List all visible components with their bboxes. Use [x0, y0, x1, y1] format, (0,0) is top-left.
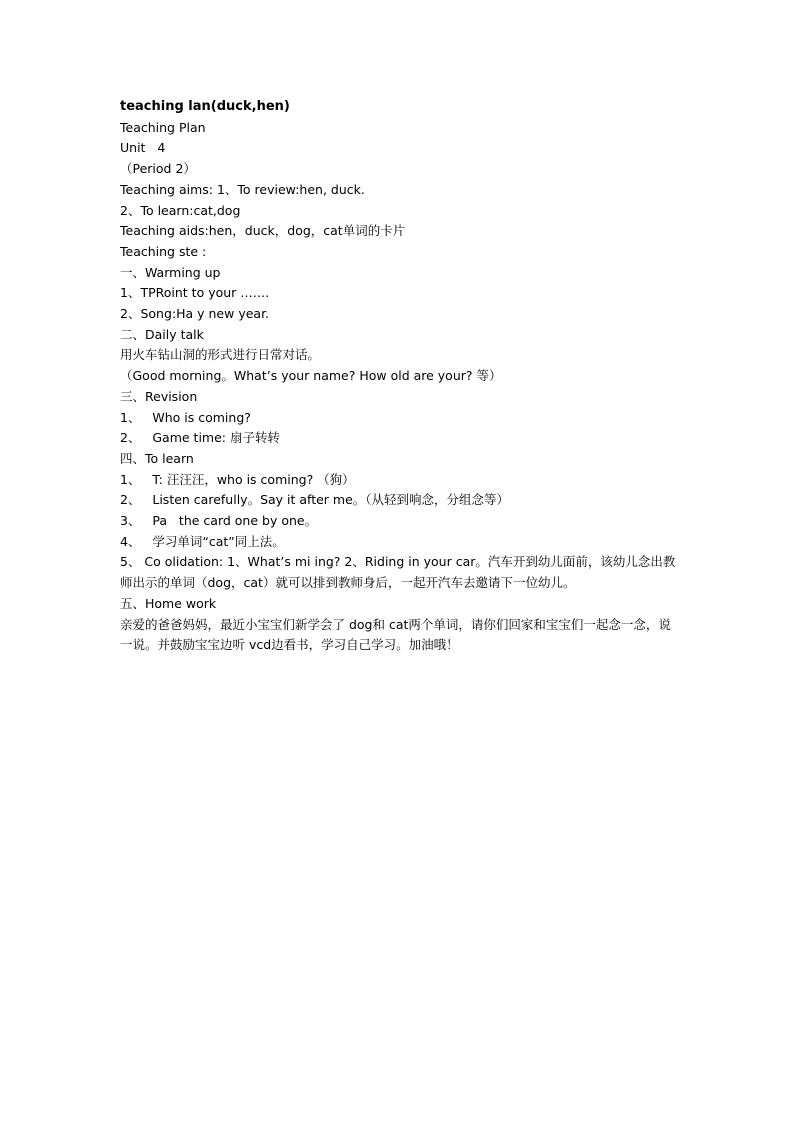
document-title: teaching lan(duck,hen) — [120, 99, 290, 114]
doc-line-9: 1、TPRoint to your ……. — [120, 285, 270, 301]
doc-line-17: 四、To learn — [120, 450, 194, 466]
document-body — [120, 97, 680, 656]
doc-line-8: 一、Warming up — [120, 264, 221, 280]
doc-line-6: Teaching aids:hen，duck，dog，cat单词的卡片 — [120, 223, 406, 239]
doc-line-10: 2、Song:Ha y new year. — [120, 306, 270, 322]
doc-line-3: （Period 2） — [120, 161, 196, 177]
doc-line-5: 2、To learn:cat,dog — [120, 202, 241, 218]
doc-line-16: 2、 Game time: 扇子转转 — [120, 430, 280, 446]
doc-line-22: 5、 Co olidation: 1、What’s mi ing? 2、Riding in your car。汽车开到幼儿面前，该幼儿念出教师出示的单词（dog，cat）就可以排到教师身后，一起开汽车去邀请下一位幼儿。 — [120, 554, 676, 591]
doc-line-21: 4、 学习单词“cat”同上法。 — [120, 533, 285, 549]
doc-line-20: 3、 Pa the card one by one。 — [120, 513, 318, 529]
doc-line-1: Teaching Plan — [120, 119, 206, 135]
doc-line-14: 三、Revision — [120, 388, 198, 404]
doc-line-4: Teaching aims: 1、To review:hen, duck. — [120, 181, 365, 197]
doc-line-7: Teaching ste : — [120, 243, 207, 259]
doc-line-11: 二、Daily talk — [120, 326, 204, 342]
doc-line-13: （Good morning。What’s your name? How old are your? 等） — [120, 368, 502, 384]
doc-line-15: 1、 Who is coming? — [120, 409, 251, 425]
doc-line-18: 1、 T: 汪汪汪，who is coming? （狗） — [120, 471, 355, 487]
doc-line-19: 2、 Listen carefully。Say it after me。（从轻到响念，分组念等） — [120, 492, 510, 508]
doc-line-24: 亲爱的爸爸妈妈，最近小宝宝们新学会了 dog和 cat两个单词，请你们回家和宝宝们一起念一念，说一说。并鼓励宝宝边听 vcd边看书，学习自己学习。加油哦！ — [120, 616, 671, 653]
doc-line-12: 用火车钻山洞的形式进行日常对话。 — [120, 347, 321, 363]
doc-line-2: Unit 4 — [120, 140, 166, 156]
doc-line-23: 五、Home work — [120, 595, 217, 611]
